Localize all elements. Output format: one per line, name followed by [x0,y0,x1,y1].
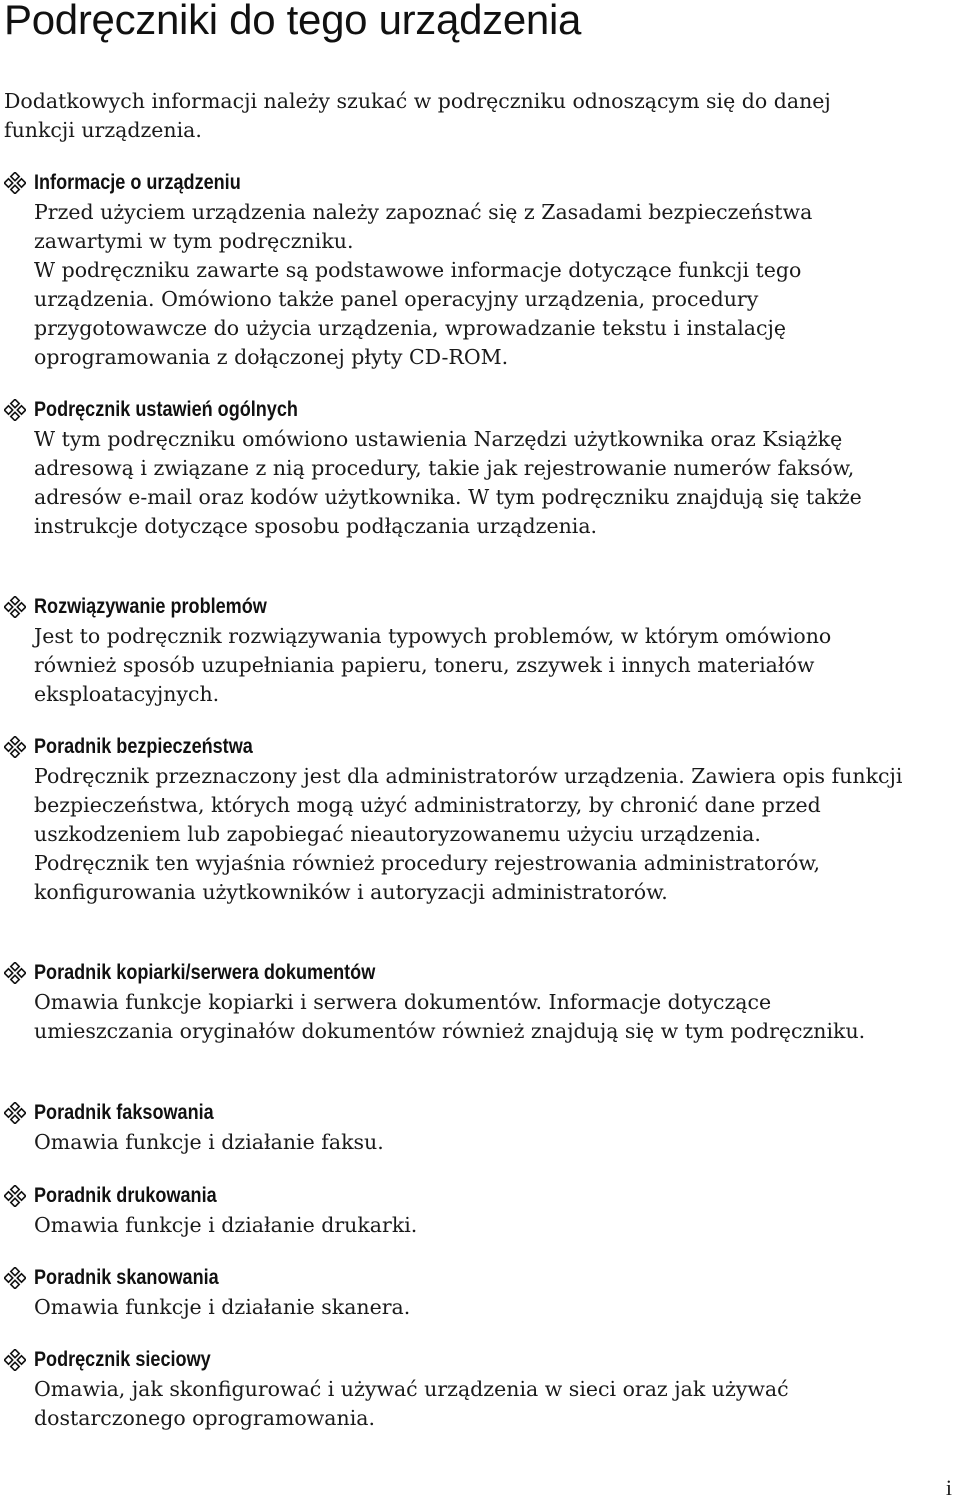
section-title: Poradnik drukowania [34,1184,217,1207]
section-heading-row [0,395,960,425]
section-body [0,622,914,709]
section-paragraph: Podręcznik przeznaczony jest dla administratorów urządzenia. Zawiera opis funkcji bezpieczeństwa, których mogą użyć administratorzy, by chronić dane przed uszkodzeniem lub zapobiegać nieautoryzowanemu użyciu urządzenia. [34,764,903,846]
manual-section [0,1098,960,1157]
manual-section [0,958,960,1046]
section-title: Poradnik kopiarki/serwera dokumentów [34,961,376,984]
section-paragraph: W tym podręczniku omówiono ustawienia Narzędzi użytkownika oraz Książkę adresową i związane z nią procedury, takie jak rejestrowanie numerów faksów, adresów e-mail oraz kodów użytkownika. W tym podręczniku znajdują się także instrukcje dotyczące sposobu podłączania urządzenia. [34,427,862,538]
section-heading-row [0,1263,960,1293]
section-heading-row [0,1345,960,1375]
intro-paragraph: Dodatkowych informacji należy szukać w podręczniku odnoszącym się do danej funkcji urządzenia. [4,89,831,142]
four-diamond-bullet-icon [4,1267,26,1289]
section-title: Poradnik faksowania [34,1101,214,1124]
section-paragraph: Jest to podręcznik rozwiązywania typowych problemów, w którym omówiono również sposób uzupełniania papieru, toneru, zszywek i innych materiałów eksploatacyjnych. [34,624,832,706]
section-body [0,198,914,372]
section-paragraph: Przed użyciem urządzenia należy zapoznać się z Zasadami bezpieczeństwa zawartymi w tym podręczniku. [34,200,813,253]
section-body [0,1128,914,1157]
section-title: Podręcznik ustawień ogólnych [34,398,298,421]
section-heading-row [0,958,960,988]
section-paragraph: Omawia funkcje i działanie faksu. [34,1130,384,1154]
section-paragraph: W podręczniku zawarte są podstawowe informacje dotyczące funkcji tego urządzenia. Omówiono także panel operacyjny urządzenia, procedury przygotowawcze do użycia urządzenia, wprowadzanie tekstu i instalację oprogramowania z dołączonej płyty CD-ROM. [34,258,802,369]
manual-section [0,168,960,372]
section-body [0,425,914,541]
section-heading-row [0,592,960,622]
section-body [0,988,914,1046]
manual-section [0,1181,960,1240]
section-title: Poradnik bezpieczeństwa [34,735,253,758]
section-heading-row [0,732,960,762]
section-paragraph: Omawia funkcje i działanie drukarki. [34,1213,418,1237]
manual-section [0,592,960,709]
page-number: i [945,1475,952,1500]
four-diamond-bullet-icon [4,962,26,984]
four-diamond-bullet-icon [4,1185,26,1207]
four-diamond-bullet-icon [4,399,26,421]
section-paragraph: Omawia funkcje kopiarki i serwera dokumentów. Informacje dotyczące umieszczania oryginałów dokumentów również znajdują się w tym podręczniku. [34,990,866,1043]
manual-section [0,1263,960,1322]
section-paragraph: Omawia funkcje i działanie skanera. [34,1295,411,1319]
four-diamond-bullet-icon [4,1349,26,1371]
manual-section [0,732,960,907]
four-diamond-bullet-icon [4,596,26,618]
manual-section [0,1345,960,1433]
four-diamond-bullet-icon [4,736,26,758]
section-body [0,1375,914,1433]
section-title: Informacje o urządzeniu [34,171,241,194]
four-diamond-bullet-icon [4,1102,26,1124]
page-title: Podręczniki do tego urządzenia [4,0,582,43]
section-title: Rozwiązywanie problemów [34,595,267,618]
four-diamond-bullet-icon [4,172,26,194]
section-paragraph: Podręcznik ten wyjaśnia również procedury rejestrowania administratorów, konfigurowania użytkowników i autoryzacji administratorów. [34,851,820,904]
section-body [0,1211,914,1240]
section-heading-row [0,1098,960,1128]
manual-section [0,395,960,541]
section-heading-row [0,168,960,198]
section-heading-row [0,1181,960,1211]
section-body [0,762,914,907]
section-body [0,1293,914,1322]
section-title: Podręcznik sieciowy [34,1348,211,1371]
section-title: Poradnik skanowania [34,1266,219,1289]
section-paragraph: Omawia, jak skonfigurować i używać urządzenia w sieci oraz jak używać dostarczonego oprogramowania. [34,1377,789,1430]
